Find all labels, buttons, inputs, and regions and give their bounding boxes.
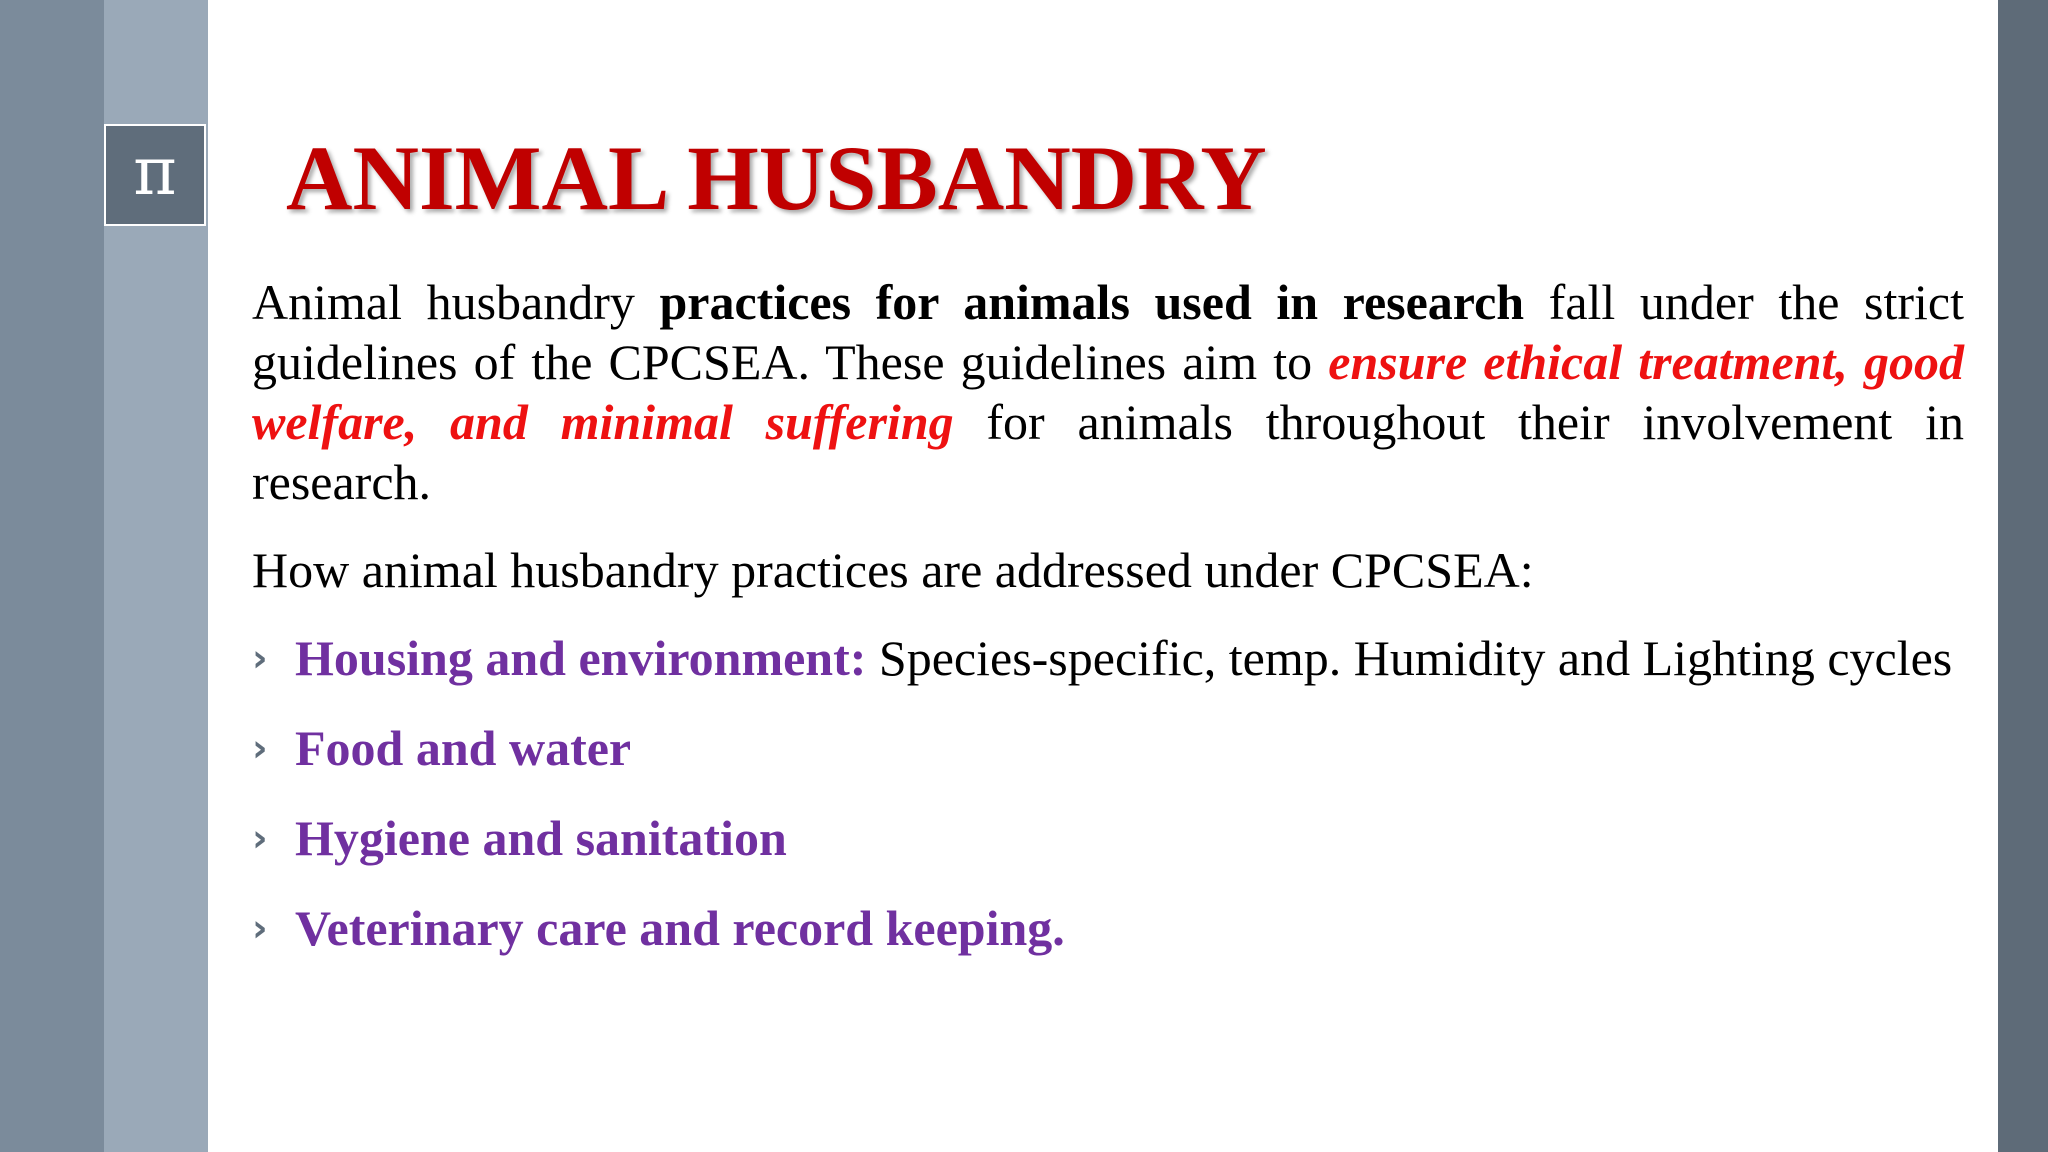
intro-text-3: for animals throughout their involvement in research. [252, 394, 1964, 510]
right-edge-band [1998, 0, 2048, 1152]
list-item-label: Housing and environment: [295, 630, 867, 686]
pi-logo-box [104, 124, 206, 226]
bullet-chevron-icon: › [252, 726, 268, 770]
list-item [252, 898, 1964, 958]
intro-paragraph [252, 272, 1964, 512]
bullet-chevron-icon: › [252, 906, 268, 950]
left-sidebar-band [0, 0, 104, 1152]
intro-bold-text: practices for animals used in research [659, 274, 1525, 330]
intro-text-2: fall under the strict guidelines of the CPCSEA. These guidelines aim to [252, 274, 1964, 390]
pi-icon: π [133, 133, 177, 210]
intro-text-1: Animal husbandry [252, 274, 660, 330]
list-item-text: Species-specific, temp. Humidity and Lighting cycles [866, 630, 1953, 686]
list-item [252, 718, 1964, 778]
bullet-chevron-icon: › [252, 816, 268, 860]
slide-title: ANIMAL HUSBANDRY [286, 127, 1267, 229]
subheading: How animal husbandry practices are addressed under CPCSEA: [252, 542, 1534, 598]
intro-highlight-text: ensure ethical treatment, good welfare, and minimal suffering [252, 334, 1964, 450]
list-item-label: Food and water [295, 720, 632, 776]
list-item [252, 808, 1964, 868]
slide-content [252, 272, 1964, 988]
list-item-label: Veterinary care and record keeping. [295, 900, 1065, 956]
husbandry-list [252, 628, 1964, 958]
bullet-chevron-icon: › [252, 636, 268, 680]
list-item [252, 628, 1964, 688]
list-item-label: Hygiene and sanitation [295, 810, 787, 866]
